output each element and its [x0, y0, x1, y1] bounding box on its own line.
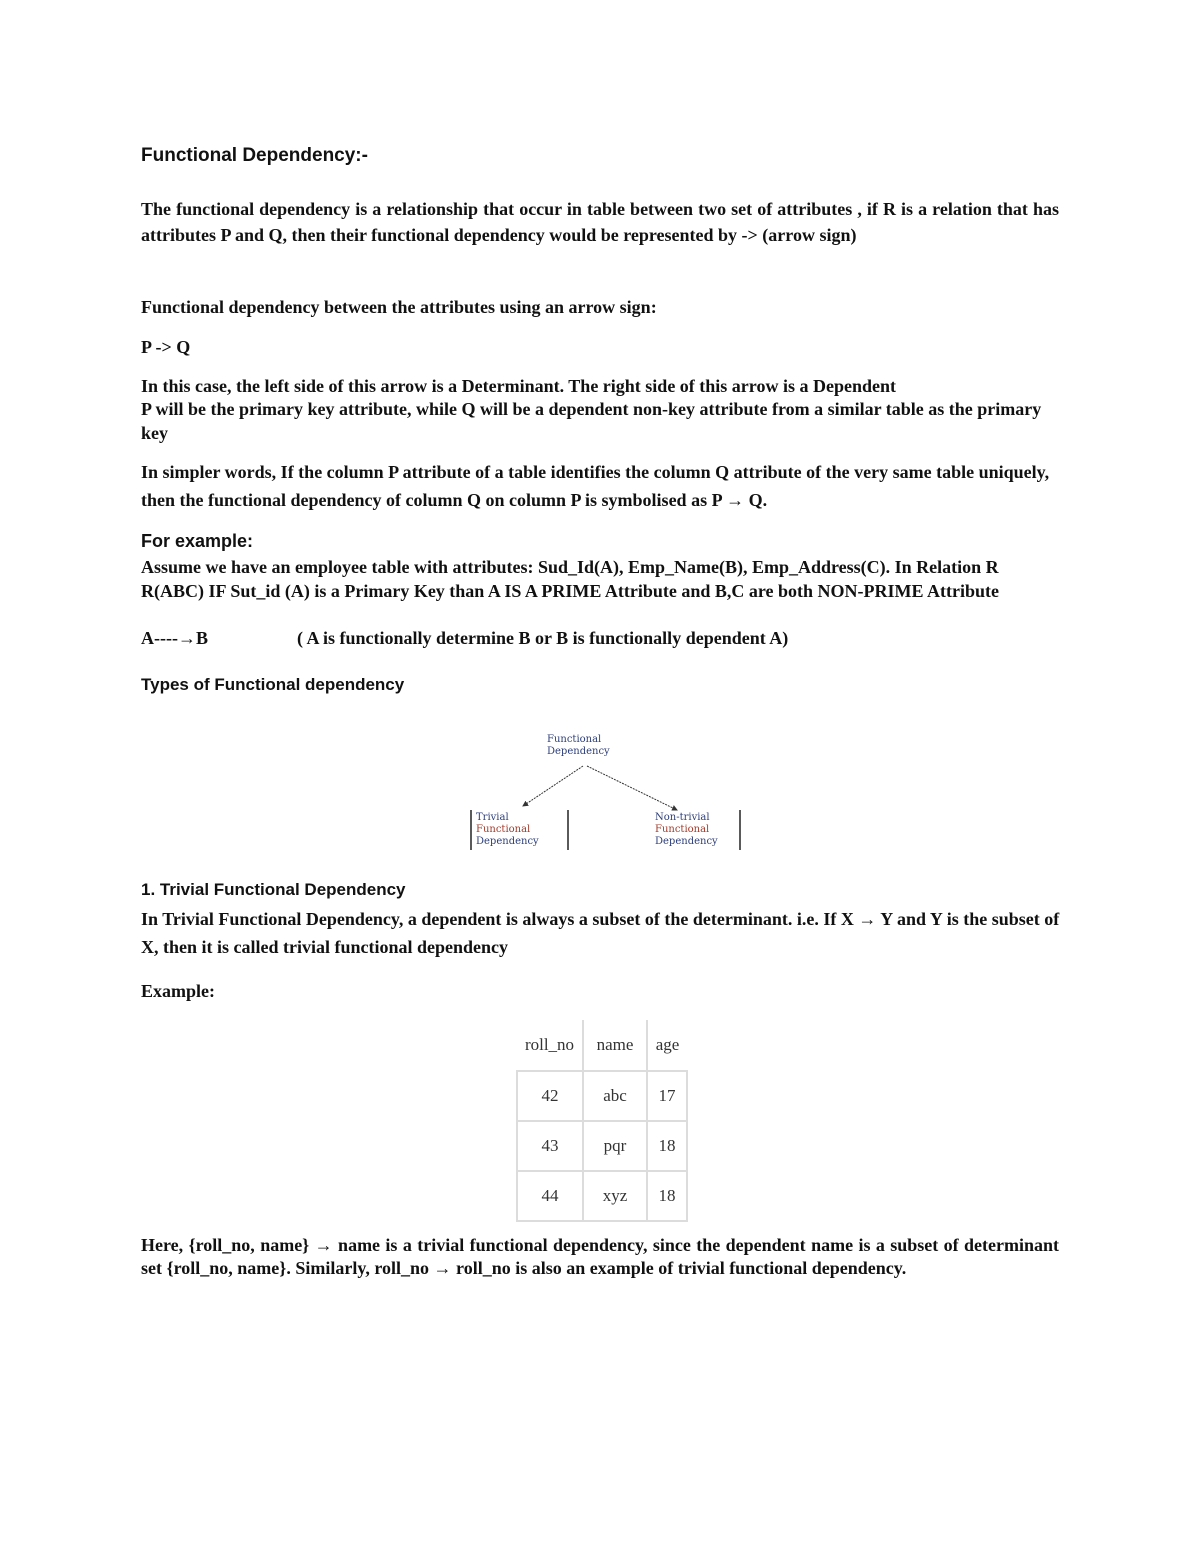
table-cell: xyz [583, 1171, 647, 1221]
table-cell: 17 [647, 1071, 687, 1121]
table-header-row [517, 1020, 687, 1071]
example-label: Example: [141, 981, 215, 1001]
example-heading: For example: [141, 531, 254, 551]
fd-types-diagram [465, 728, 750, 856]
page-title: Functional Dependency:- [141, 145, 368, 166]
arrow-sign-line: Functional dependency between the attributes using an arrow sign: [141, 297, 657, 317]
table-header: name [583, 1020, 647, 1071]
table-cell: 18 [647, 1171, 687, 1221]
diagram-nontrivial-label: Non-trivial Functional Dependency [655, 812, 718, 847]
conclusion-paragraph: Here, {roll_no, name} → name is a trivial functional dependency, since the dependent name is a subset of determinant set {roll_no, name}. Similarly, roll_no → roll_no is also an example of trivial functional dependency. [141, 1235, 1059, 1278]
types-heading: Types of Functional dependency [141, 675, 405, 694]
a-to-b-expression: A----→B [141, 628, 208, 648]
right-arrow [587, 766, 677, 810]
table-cell: 43 [517, 1121, 583, 1171]
table-cell: 44 [517, 1171, 583, 1221]
determinant-line: In this case, the left side of this arrow is a Determinant. The right side of this arrow is a Dependent [141, 376, 896, 396]
table-cell: pqr [583, 1121, 647, 1171]
table-row [517, 1121, 687, 1171]
example-paragraph: Assume we have an employee table with attributes: Sud_Id(A), Emp_Name(B), Emp_Address(C). In Relation R R(ABC) IF Sut_id (A) is a Primary Key than A IS A PRIME Attribute and B,C are both NON-PRIME Attribute [141, 557, 1000, 601]
table-cell: abc [583, 1071, 647, 1121]
a-to-b-note: ( A is functionally determine B or B is functionally dependent A) [297, 628, 789, 648]
intro-paragraph: The functional dependency is a relationship that occur in table between two set of attributes , if R is a relation that has attributes P and Q, then their functional dependency would be represented by -> (arrow sign) [141, 199, 1059, 245]
diagram-trivial-label: Trivial Functional Dependency [476, 812, 539, 847]
notation-line: P -> Q [141, 337, 191, 357]
table-header: age [647, 1020, 687, 1071]
table-header: roll_no [524, 1035, 575, 1054]
table-row [517, 1071, 687, 1121]
table-cell: 18 [647, 1121, 687, 1171]
example-table [516, 1020, 688, 1222]
table-row [517, 1171, 687, 1221]
left-arrow [523, 766, 583, 806]
trivial-heading: 1. Trivial Functional Dependency [141, 880, 406, 899]
diagram-root-label: Functional Dependency [547, 734, 610, 757]
primary-key-line: P will be the primary key attribute, while Q will be a dependent non-key attribute from a similar table as the primary key [141, 399, 1042, 443]
trivial-paragraph: In Trivial Functional Dependency, a dependent is always a subset of the determinant. i.e. If X → Y and Y is the subset of X, then it is called trivial functional dependency [141, 909, 1060, 957]
table-cell: 42 [517, 1071, 583, 1121]
simpler-words-paragraph: In simpler words, If the column P attribute of a table identifies the column Q attribute of the very same table uniquely, then the functional dependency of column Q on column P is symbolised as P → Q. [141, 462, 1050, 510]
